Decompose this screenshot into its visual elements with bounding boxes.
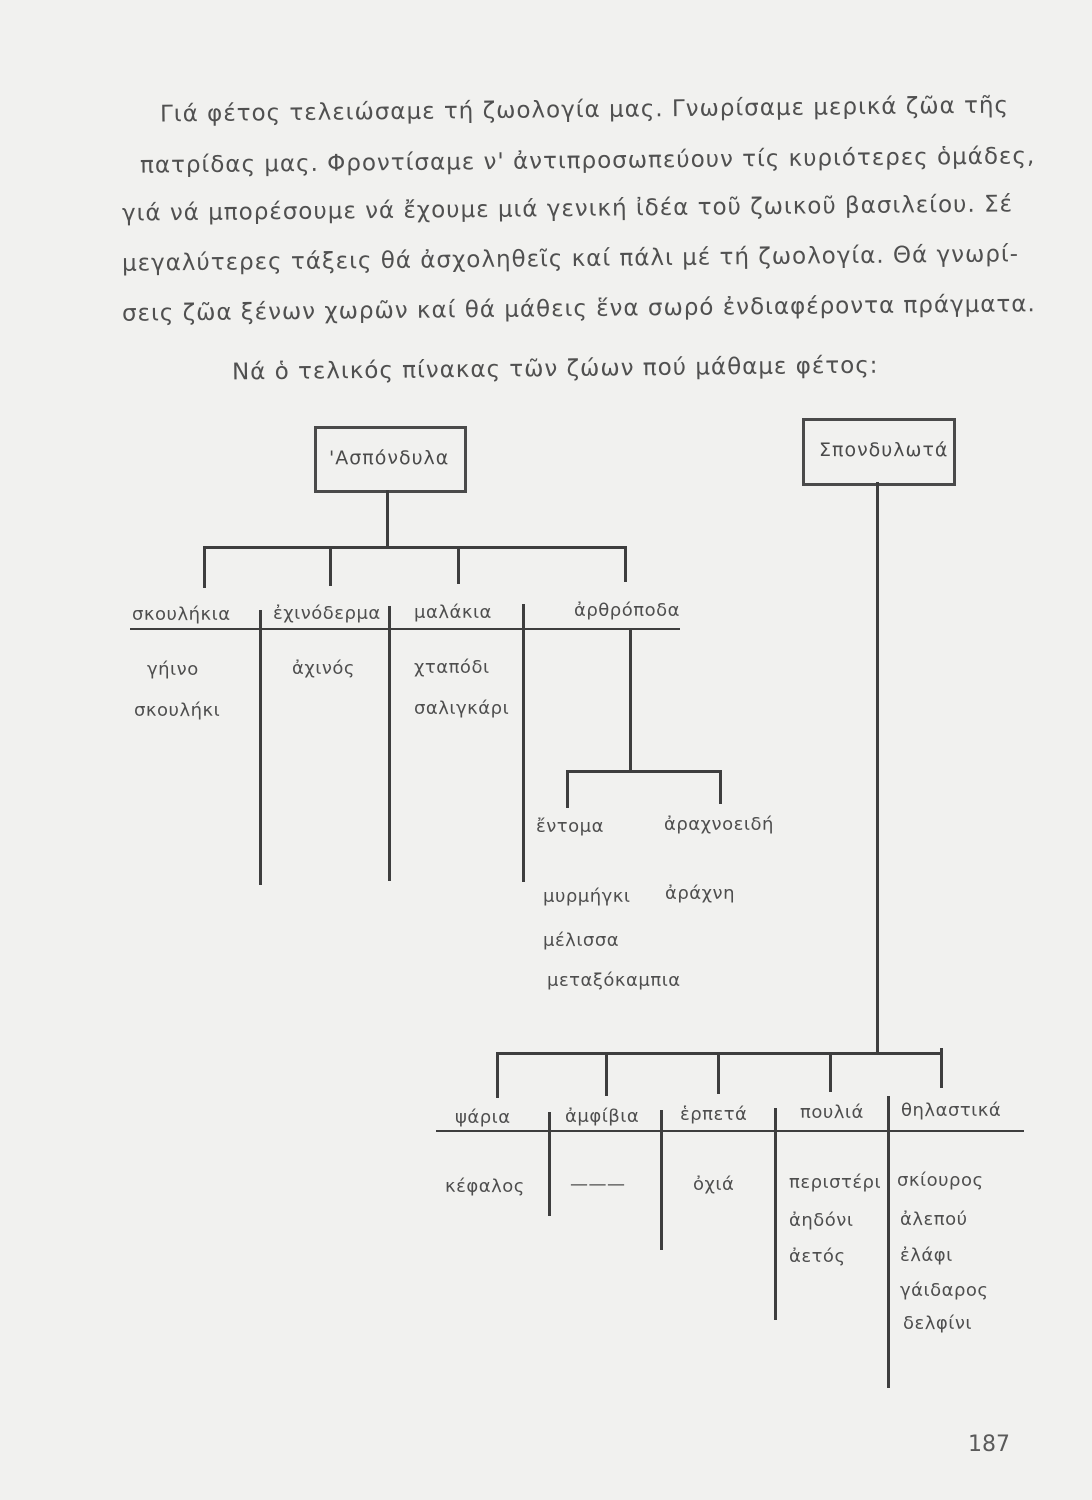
vertebrates-box	[802, 418, 956, 486]
paragraph-line: σεις ζῶα ξένων χωρῶν καί θά μάθεις ἕνα σωρό ἐνδιαφέροντα πράγματα.	[121, 291, 1036, 327]
invertebrates-box	[314, 426, 467, 493]
header-underline	[130, 628, 680, 630]
paragraph-line: Γιά φέτος τελειώσαμε τή ζωολογία μας. Γνωρίσαμε μερικά ζῶα τῆς	[159, 92, 1010, 128]
column-divider	[887, 1096, 890, 1388]
group-label-birds: πουλιά	[800, 1102, 864, 1123]
column-divider	[522, 604, 525, 882]
example-fish: κέφαλος	[445, 1176, 525, 1197]
column-divider	[774, 1108, 777, 1320]
connector-line	[496, 1052, 499, 1098]
connector-line	[940, 1048, 943, 1088]
connector-line	[203, 546, 206, 588]
connector-line	[566, 770, 722, 773]
group-label-mammals: θηλαστικά	[901, 1100, 1002, 1121]
example-echinoderm: ἀχινός	[292, 658, 355, 679]
example-worm: γήινο	[147, 659, 199, 680]
connector-line	[329, 546, 332, 586]
example-mammal: δελφίνι	[903, 1313, 973, 1334]
example-amphibian: ———	[570, 1174, 626, 1195]
group-label-worms: σκουλήκια	[132, 604, 231, 625]
vertebrates-title: Σπονδυλωτά	[819, 439, 949, 461]
example-insect: μυρμήγκι	[543, 886, 631, 907]
example-mammal: γάιδαρος	[900, 1280, 989, 1301]
connector-line	[876, 482, 879, 1052]
column-divider	[259, 610, 262, 885]
example-bird: περιστέρι	[789, 1172, 882, 1193]
connector-line	[605, 1052, 608, 1096]
subgroup-label-arachnids: ἀραχνοειδή	[664, 814, 774, 835]
example-insect: μέλισσα	[543, 930, 620, 951]
paragraph-line: γιά νά μπορέσουμε νά ἔχουμε μιά γενική ἰδέα τοῦ ζωικοῦ βασιλείου. Σέ	[121, 191, 1014, 227]
example-reptile: ὀχιά	[693, 1174, 735, 1195]
connector-line	[566, 770, 569, 808]
connector-line	[719, 770, 722, 804]
example-mammal: σκίουρος	[897, 1170, 984, 1191]
connector-line	[629, 630, 632, 772]
connector-line	[829, 1052, 832, 1092]
example-worm: σκουλήκι	[134, 700, 221, 721]
group-label-molluscs: μαλάκια	[414, 602, 492, 623]
group-label-arthropods: ἀρθρόποδα	[574, 600, 680, 621]
example-insect: μεταξόκαμπια	[547, 970, 681, 991]
group-label-reptiles: ἑρπετά	[680, 1104, 748, 1125]
paragraph-line: μεγαλύτερες τάξεις θά ἀσχοληθεῖς καί πάλι μέ τή ζωολογία. Θά γνωρί-	[121, 241, 1020, 277]
paragraph-line: πατρίδας μας. Φροντίσαμε ν' ἀντιπροσωπεύουν τίς κυριότερες ὁμάδες,	[139, 143, 1036, 179]
connector-line	[203, 546, 627, 549]
column-divider	[388, 606, 391, 881]
example-bird: ἀηδόνι	[789, 1210, 854, 1231]
example-mollusc: χταπόδι	[414, 657, 490, 678]
column-divider	[660, 1110, 663, 1250]
connector-line	[624, 546, 627, 582]
column-divider	[548, 1112, 551, 1216]
example-arachnid: ἀράχνη	[665, 883, 736, 904]
example-mollusc: σαλιγκάρι	[414, 698, 510, 719]
connector-line	[717, 1052, 720, 1094]
invertebrates-title: 'Ασπόνδυλα	[329, 447, 450, 469]
group-label-echinoderms: ἐχινόδερμα	[273, 603, 381, 624]
connector-line	[386, 490, 389, 546]
subgroup-label-insects: ἔντομα	[536, 816, 604, 837]
example-mammal: ἐλάφι	[900, 1245, 953, 1266]
group-label-amphibians: ἀμφίβια	[565, 1106, 640, 1127]
connector-line	[457, 546, 460, 584]
page-number: 187	[968, 1432, 1010, 1457]
example-bird: ἀετός	[789, 1246, 846, 1267]
table-intro: Νά ὁ τελικός πίνακας τῶν ζώων πού μάθαμε φέτος:	[231, 352, 879, 386]
header-underline	[436, 1130, 1024, 1132]
group-label-fish: ψάρια	[455, 1107, 511, 1128]
example-mammal: ἀλεπού	[900, 1209, 968, 1230]
